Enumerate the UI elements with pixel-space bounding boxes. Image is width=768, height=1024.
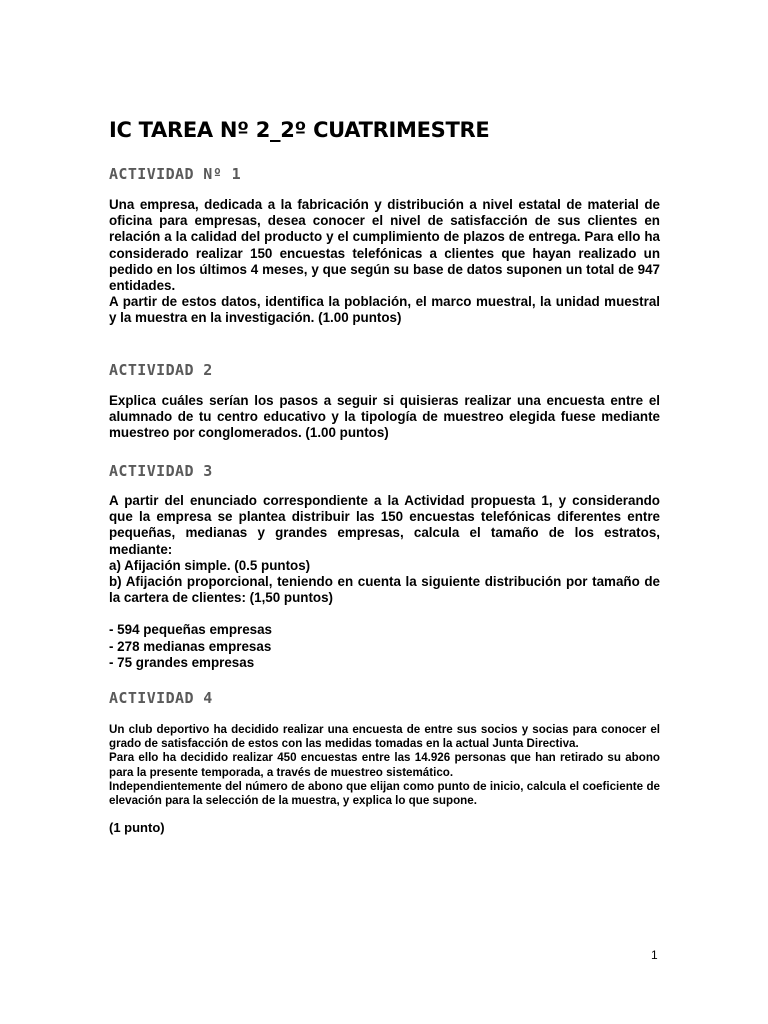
activity-4-paragraph-1: Un club deportivo ha decidido realizar una encuesta de entre sus socios y socias para conocer el grado de satisfacción de estos con las medidas tomadas en la actual Junta Directiva. xyxy=(109,723,660,751)
activity-4-heading: ACTIVIDAD 4 xyxy=(109,689,213,707)
activity-2-body xyxy=(109,393,660,442)
activity-3-paragraph-3: b) Afijación proporcional, teniendo en cuenta la siguiente distribución por tamaño de la cartera de clientes: (1,50 puntos) xyxy=(109,574,660,606)
document-title: IC TAREA Nº 2_2º CUATRIMESTRE xyxy=(109,118,490,142)
activity-4-paragraph-3: Independientemente del número de abono que elijan como punto de inicio, calcula el coeficiente de elevación para la selección de la muestra, y explica lo que supone. xyxy=(109,779,660,808)
activity-3-paragraph-1: A partir del enunciado correspondiente a la Actividad propuesta 1, y considerando que la empresa se plantea distribuir las 150 encuestas telefónicas diferentes entre pequeñas, medianas y grandes empresas, calcula el tamaño de los estratos, mediante: xyxy=(109,493,660,557)
list-item: - 75 grandes empresas xyxy=(109,655,255,670)
activity-3-paragraph-2: a) Afijación simple. (0.5 puntos) xyxy=(109,557,311,573)
activity-2-paragraph-1: Explica cuáles serían los pasos a seguir si quisieras realizar una encuesta entre el alumnado de tu centro educativo y la tipología de muestreo elegida fuese mediante muestreo por conglomerados. (1.00 puntos) xyxy=(109,393,660,441)
activity-2-heading: ACTIVIDAD 2 xyxy=(109,361,213,379)
activity-1-heading: ACTIVIDAD Nº 1 xyxy=(109,165,242,183)
list-item: - 278 medianas empresas xyxy=(109,638,272,654)
activity-4-body xyxy=(109,723,660,808)
list-item: - 594 pequeñas empresas xyxy=(109,622,273,637)
activity-1-body xyxy=(109,197,660,327)
activity-1-paragraph-1: Una empresa, dedicada a la fabricación y distribución a nivel estatal de material de oficina para empresas, desea conocer el nivel de satisfacción de sus clientes en relación a la calidad del producto y el cumplimiento de plazos de entrega. Para ello ha considerado realizar 150 encuestas telefónicas a clientes que hayan realizado un pedido en los últimos 4 meses, y que según su base de datos suponen un total de 947 entidades. xyxy=(109,197,660,294)
activity-4-points: (1 punto) xyxy=(109,820,165,835)
activity-1-paragraph-2: A partir de estos datos, identifica la población, el marco muestral, la unidad muestral y la muestra en la investigación. (1.00 puntos) xyxy=(109,294,660,326)
activity-3-heading: ACTIVIDAD 3 xyxy=(109,462,213,480)
activity-3-company-list xyxy=(109,622,660,672)
activity-3-body xyxy=(109,493,660,606)
activity-4-paragraph-2: Para ello ha decidido realizar 450 encuestas entre las 14.926 personas que han retirado su abono para la presente temporada, a través de muestreo sistemático. xyxy=(109,751,660,779)
page-number: 1 xyxy=(651,948,658,962)
